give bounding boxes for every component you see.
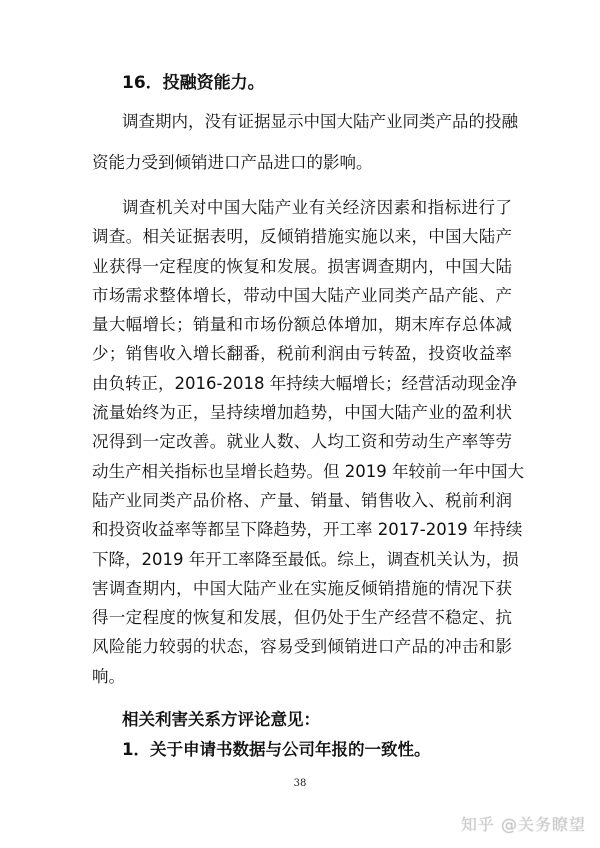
paragraph-line: 资能力受到倾销进口产品进口的影响。 (92, 153, 373, 172)
paragraph-3 (92, 193, 524, 691)
paragraph-line: 害调查期内，中国大陆产业在实施反倾销措施的情况下获 (92, 578, 512, 598)
page-number: 38 (293, 778, 307, 789)
paragraph-line: 由负转正，2016-2018 年持续大幅增长；经营活动现金净 (92, 373, 518, 393)
paragraph-line: 流量始终为正，呈持续增加趋势，中国大陆产业的盈利状 (92, 403, 512, 423)
comments-subheading: 相关利害关系方评论意见： (122, 710, 320, 729)
item-subheading: 1．关于申请书数据与公司年报的一致性。 (122, 740, 431, 759)
paragraph-line: 调查。相关证据表明，反倾销措施实施以来，中国大陆产 (92, 227, 512, 247)
paragraph-line: 少；销售收入增长翻番，税前利润由亏转盈，投资收益率 (92, 344, 512, 364)
paragraph-line: 和投资收益率等都呈下降趋势，开工率 2017-2019 年持续 (92, 520, 523, 540)
paragraph-line: 量大幅增长；销量和市场份额总体增加，期末库存总体减 (92, 315, 512, 335)
section-heading: 16．投融资能力。 (122, 73, 265, 93)
paragraph-line: 调查机关对中国大陆产业有关经济因素和指标进行了 (122, 198, 512, 217)
paragraph-line: 动生产相关指标也呈增长趋势。但 2019 年较前一年中国大 (92, 461, 524, 481)
paragraph-line: 况得到一定改善。就业人数、人均工资和劳动生产率等劳 (92, 432, 512, 452)
paragraph-line: 市场需求整体增长，带动中国大陆产业同类产品产能、产 (92, 285, 512, 305)
paragraph-line: 下降，2019 年开工率降至最低。综上，调查机关认为，损 (92, 549, 519, 569)
paragraph-line: 调查期内，没有证据显示中国大陆产业同类产品的投融 (122, 112, 518, 131)
paragraph-line: 得一定程度的恢复和发展，但仍处于生产经营不稳定、抗 (92, 608, 512, 628)
paragraph-line: 业获得一定程度的恢复和发展。损害调查期内，中国大陆 (92, 256, 512, 276)
paragraph-line: 风险能力较弱的状态，容易受到倾销进口产品的冲击和影 (92, 637, 512, 657)
paragraph-2 (92, 148, 512, 177)
paragraph-line: 响。 (92, 666, 125, 686)
watermark: 知乎 @关务瞭望 (460, 815, 586, 834)
paragraph-line: 陆产业同类产品价格、产量、销量、销售收入、税前利润 (92, 490, 512, 510)
paragraph-1 (92, 107, 518, 136)
